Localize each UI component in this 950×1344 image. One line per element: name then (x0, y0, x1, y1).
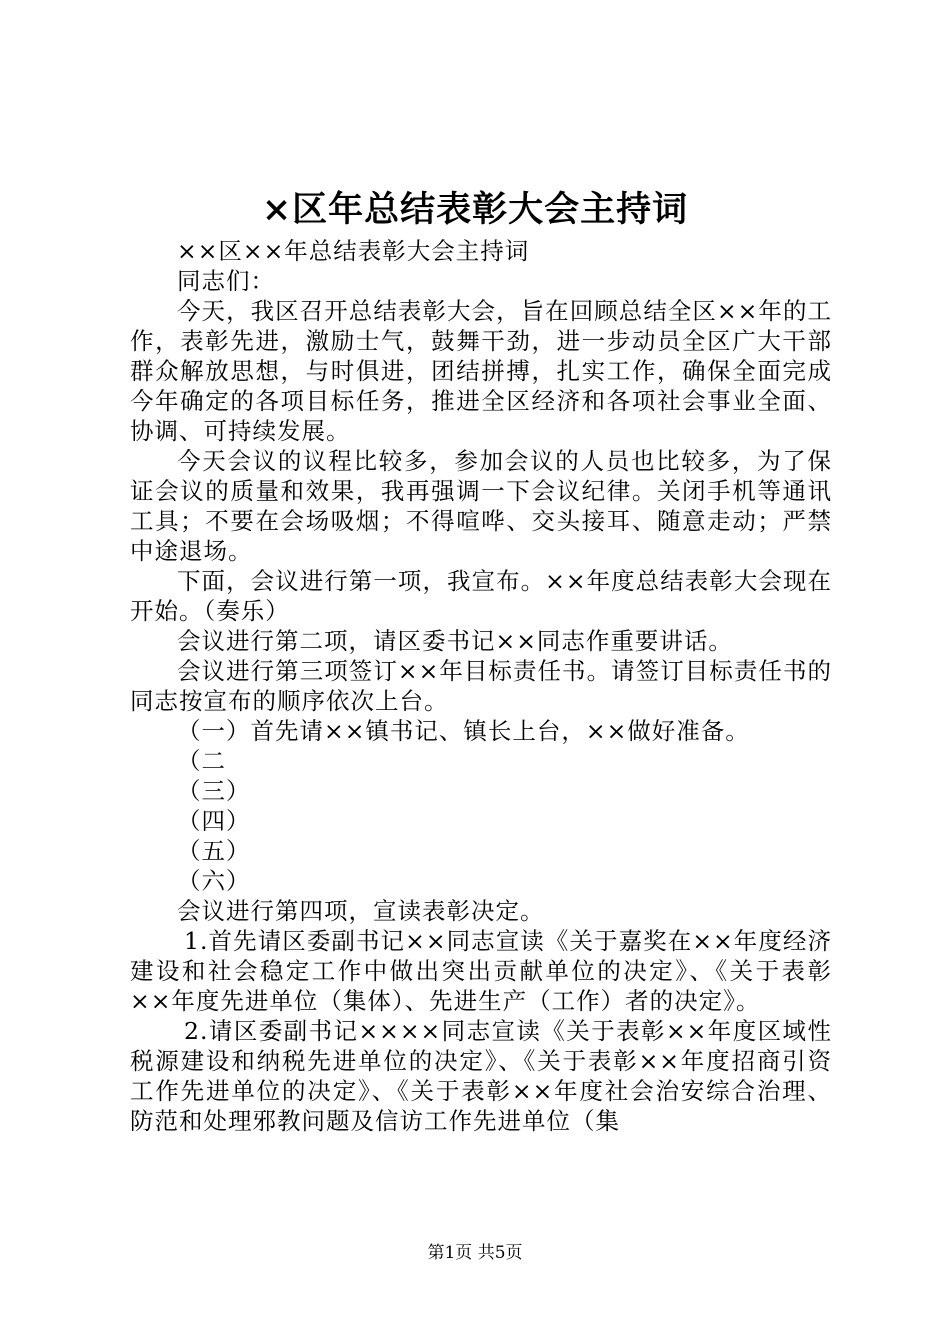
salutation-paragraph: 同志们： (177, 267, 275, 295)
subtitle-paragraph: ××区××年总结表彰大会主持词 (177, 237, 530, 265)
body-paragraph: 下面，会议进行第一项，我宣布。××年度总结表彰大会现在开始。（奏乐） (130, 567, 832, 625)
body-paragraph: 会议进行第二项，请区委书记××同志作重要讲话。 (177, 627, 733, 655)
list-item: （二 (177, 747, 226, 775)
body-paragraph: 会议进行第四项，宣读表彰决定。 (177, 897, 545, 925)
list-item: （五） (177, 837, 251, 865)
numbered-paragraph: 1.首先请区委副书记××同志宣读《关于嘉奖在××年度经济建设和社会稳定工作中做出突出贡献单位的决定》、《关于表彰××年度先进单位（集体）、先进生产（工作）者的决定》。 (130, 927, 832, 1015)
list-item: （一）首先请××镇书记、镇长上台，××做好准备。 (177, 717, 750, 745)
body-paragraph: 会议进行第三项签订××年目标责任书。请签订目标责任书的同志按宣布的顺序依次上台。 (130, 657, 832, 715)
numbered-paragraph: 2.请区委副书记××××同志宣读《关于表彰××年度区域性税源建设和纳税先进单位的决定》、《关于表彰××年度招商引资工作先进单位的决定》、《关于表彰××年度社会治安综合治理、防范和处理邪教问题及信访工作先进单位（集 (130, 1017, 832, 1135)
body-paragraph: 今天会议的议程比较多，参加会议的人员也比较多，为了保证会议的质量和效果，我再强调一下会议纪律。关闭手机等通讯工具；不要在会场吸烟；不得喧哗、交头接耳、随意走动；严禁中途退场。 (130, 447, 832, 565)
list-item: （三） (177, 777, 251, 805)
page-footer: 第1页 共5页 (427, 1243, 523, 1263)
document-title: ×区年总结表彰大会主持词 (261, 189, 689, 230)
list-item: （六） (177, 867, 251, 895)
list-item: （四） (177, 807, 251, 835)
document-body (130, 236, 832, 1136)
body-paragraph: 今天，我区召开总结表彰大会，旨在回顾总结全区××年的工作，表彰先进，激励士气，鼓舞干劲，进一步动员全区广大干部群众解放思想，与时俱进，团结拼搏，扎实工作，确保全面完成今年确定的各项目标任务，推进全区经济和各项社会事业全面、协调、可持续发展。 (130, 297, 832, 445)
